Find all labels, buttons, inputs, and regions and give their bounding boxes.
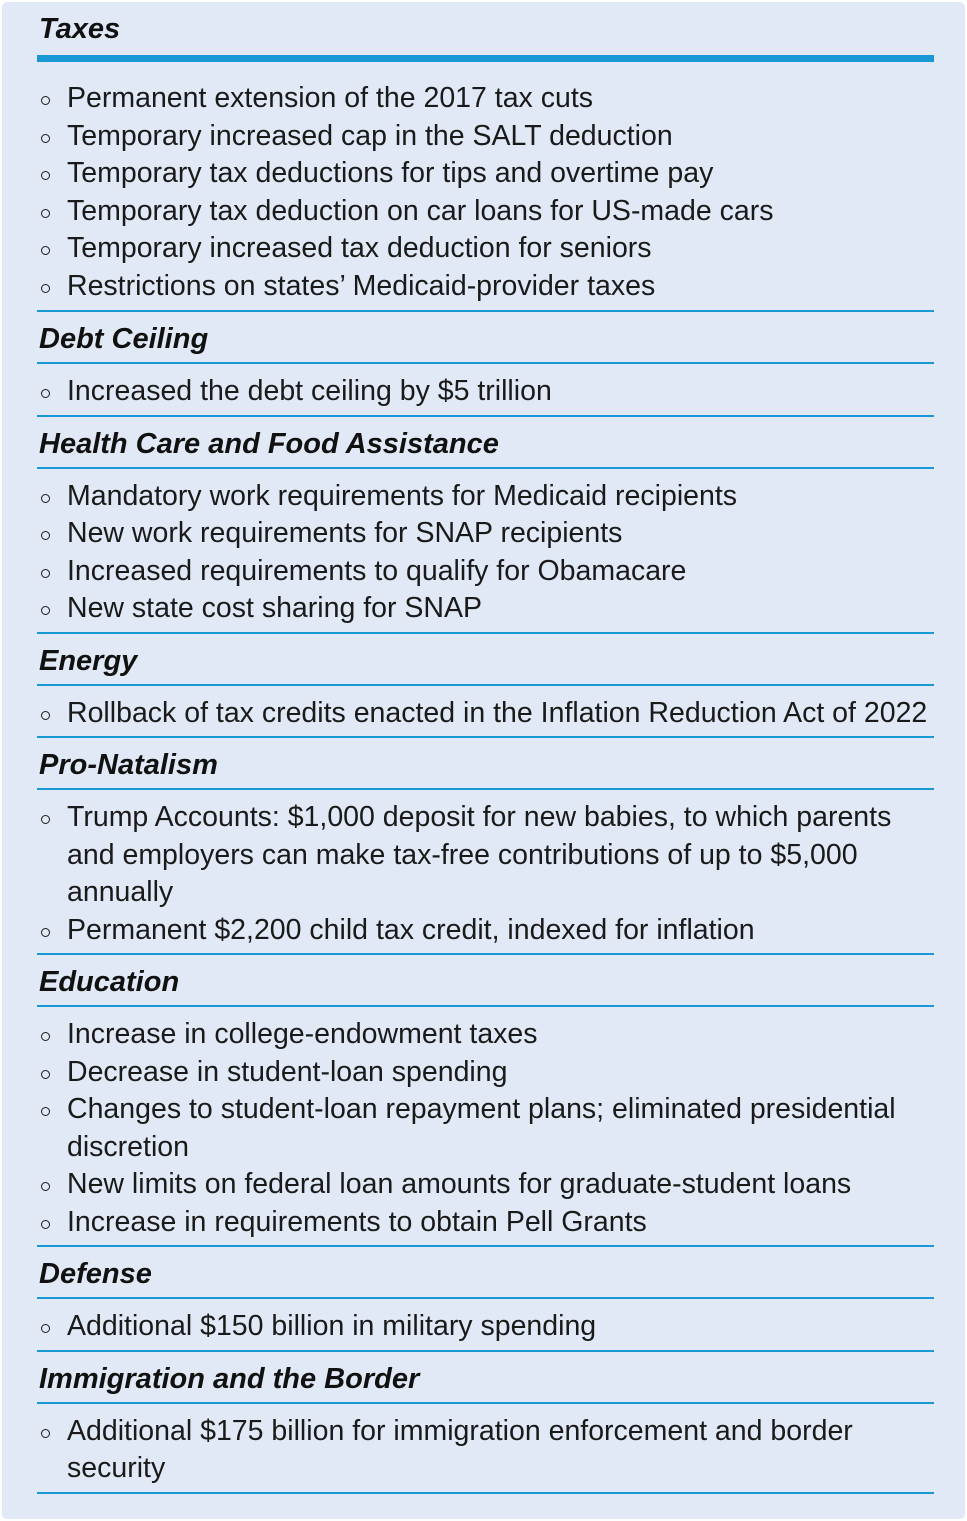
list-item-text: Additional $175 billion for immigration enforcement and border security <box>67 1414 853 1484</box>
list-item <box>37 1054 934 1092</box>
circle-bullet-icon <box>41 928 50 937</box>
list-item-text: Increase in requirements to obtain Pell Grants <box>67 1205 647 1238</box>
sections-container <box>37 2 934 1494</box>
list-item <box>37 1413 934 1488</box>
section-pro-natalism <box>37 738 934 955</box>
item-list <box>37 1007 934 1245</box>
circle-bullet-icon <box>41 494 50 503</box>
circle-bullet-icon <box>41 711 50 720</box>
list-item-text: Temporary tax deductions for tips and overtime pay <box>67 157 714 189</box>
circle-bullet-icon <box>41 606 50 615</box>
section-title: Health Care and Food Assistance <box>39 427 499 460</box>
section-divider <box>37 1492 934 1494</box>
section-title: Debt Ceiling <box>39 323 209 355</box>
circle-bullet-icon <box>41 96 50 105</box>
list-item-text: Temporary increased cap in the SALT deduction <box>67 119 673 152</box>
item-list <box>37 62 934 310</box>
list-item <box>37 155 934 193</box>
circle-bullet-icon <box>41 1107 50 1116</box>
list-item <box>37 1308 934 1346</box>
list-item-text: Trump Accounts: $1,000 deposit for new babies, to which parents and employers can make tax-free contributions of up to $5,000 annually <box>67 801 892 908</box>
circle-bullet-icon <box>41 246 50 255</box>
section-immigration <box>37 1352 934 1494</box>
section-defense <box>37 1247 934 1352</box>
list-item-text: Decrease in student-loan spending <box>67 1055 508 1088</box>
list-item <box>37 373 934 411</box>
item-list <box>37 1299 934 1350</box>
circle-bullet-icon <box>41 815 50 824</box>
circle-bullet-icon <box>41 1324 50 1333</box>
section-title: Immigration and the Border <box>39 1362 420 1395</box>
circle-bullet-icon <box>41 1429 50 1438</box>
list-item <box>37 695 934 733</box>
list-item-text: Temporary increased tax deduction for seniors <box>67 232 652 264</box>
list-item <box>37 1016 934 1054</box>
item-list <box>37 790 934 953</box>
circle-bullet-icon <box>41 284 50 293</box>
list-item-text: Restrictions on states’ Medicaid-provider taxes <box>67 269 656 302</box>
list-item <box>37 799 934 912</box>
list-item <box>37 80 934 118</box>
circle-bullet-icon <box>41 1220 50 1229</box>
list-item-text: New state cost sharing for SNAP <box>67 592 483 624</box>
circle-bullet-icon <box>41 134 50 143</box>
list-item <box>37 1204 934 1242</box>
list-item-text: New work requirements for SNAP recipients <box>67 517 623 549</box>
item-list <box>37 686 934 737</box>
list-item-text: Increase in college-endowment taxes <box>67 1018 538 1050</box>
item-list <box>37 469 934 632</box>
section-title: Taxes <box>39 13 121 45</box>
section-title: Education <box>39 966 180 998</box>
circle-bullet-icon <box>41 1182 50 1191</box>
section-taxes <box>37 2 934 312</box>
list-item <box>37 118 934 156</box>
section-debt-ceiling <box>37 312 934 417</box>
section-health-care <box>37 417 934 634</box>
list-item <box>37 912 934 950</box>
list-item-text: Mandatory work requirements for Medicaid recipients <box>67 479 738 512</box>
circle-bullet-icon <box>41 531 50 540</box>
circle-bullet-icon <box>41 1032 50 1041</box>
circle-bullet-icon <box>41 389 50 398</box>
list-item <box>37 268 934 306</box>
policy-summary-panel <box>2 2 965 1519</box>
item-list <box>37 364 934 415</box>
list-item <box>37 193 934 231</box>
list-item-text: New limits on federal loan amounts for graduate-student loans <box>67 1168 852 1200</box>
circle-bullet-icon <box>41 1070 50 1079</box>
list-item-text: Rollback of tax credits enacted in the Inflation Reduction Act of 2022 <box>67 696 928 729</box>
section-divider <box>37 55 934 62</box>
list-item <box>37 1091 934 1166</box>
list-item-text: Additional $150 billion in military spending <box>67 1310 597 1342</box>
list-item-text: Permanent extension of the 2017 tax cuts <box>67 82 593 114</box>
list-item-text: Increased the debt ceiling by $5 trillion <box>67 375 552 407</box>
list-item-text: Increased requirements to qualify for Obamacare <box>67 554 687 587</box>
circle-bullet-icon <box>41 171 50 180</box>
circle-bullet-icon <box>41 209 50 218</box>
list-item <box>37 478 934 516</box>
list-item <box>37 553 934 591</box>
section-title: Pro-Natalism <box>39 749 218 781</box>
list-item <box>37 1166 934 1204</box>
list-item-text: Temporary tax deduction on car loans for US-made cars <box>67 194 774 227</box>
list-item-text: Changes to student-loan repayment plans; eliminated presidential discretion <box>67 1093 896 1163</box>
list-item <box>37 230 934 268</box>
section-education <box>37 955 934 1247</box>
list-item <box>37 515 934 553</box>
section-title: Energy <box>39 644 138 677</box>
section-energy <box>37 634 934 739</box>
item-list <box>37 1404 934 1492</box>
section-title: Defense <box>39 1258 152 1290</box>
list-item <box>37 590 934 628</box>
circle-bullet-icon <box>41 569 50 578</box>
list-item-text: Permanent $2,200 child tax credit, indexed for inflation <box>67 913 755 946</box>
